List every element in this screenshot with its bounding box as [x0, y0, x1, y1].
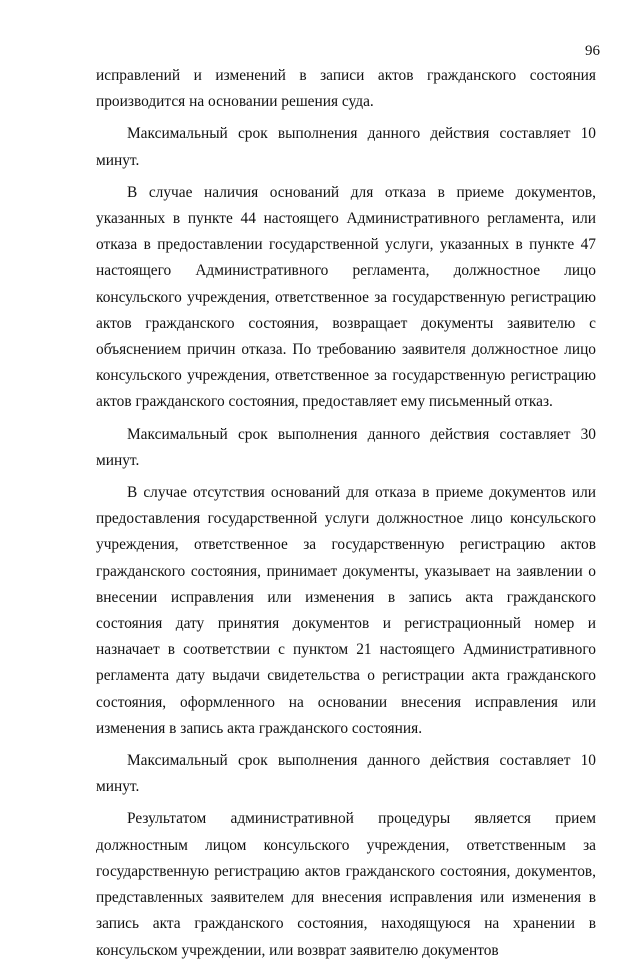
paragraph-court-decision: исправлений и изменений в записи актов гражданского состояния производится на основании решения суда. — [96, 67, 596, 111]
paragraph-time-limit-1: Максимальный срок выполнения данного действия составляет 10 минут. — [96, 125, 596, 169]
paragraph-result: Результатом административной процедуры является прием должностным лицом консульского учреждения, ответственным за государственную регистрацию актов гражданского состояния, документов, представленных заявителем для внесения исправления или изменения в запись акта гражданского состояния, находящуюся на хранении в консульском учреждении, или возврат заявителю документов — [96, 810, 596, 959]
paragraph-acceptance: В случае отсутствия оснований для отказа в приеме документов или предоставления государственной услуги должностное лицо консульского учреждения, ответственное за государственную регистрацию актов гражданского состояния, принимает документы, указывает на заявлении о внесении исправления или изменения в запись акта гражданского состояния дату принятия документов и регистрационный номер и назначает в соответствии с пунктом 21 настоящего Административного регламента дату выдачи свидетельства о регистрации акта гражданского состояния, оформленного на основании внесения исправления или изменения в запись акта гражданского состояния. — [96, 484, 596, 737]
page-number: 96 — [585, 43, 600, 59]
paragraph-time-limit-3: Максимальный срок выполнения данного действия составляет 10 минут. — [96, 752, 596, 796]
paragraph-refusal-grounds: В случае наличия оснований для отказа в приеме документов, указанных в пункте 44 настоящего Административного регламента, или отказа в предоставлении государственной услуги, указанных в пункте 47 настоящего Административного регламента, должностное лицо консульского учреждения, ответственное за государственную регистрацию актов гражданского состояния, возвращает документы заявителю с объяснением причин отказа. По требованию заявителя должностное лицо консульского учреждения, ответственное за государственную регистрацию актов гражданского состояния, предоставляет ему письменный отказ. — [96, 183, 596, 411]
document-body — [96, 63, 596, 964]
paragraph-time-limit-2: Максимальный срок выполнения данного действия составляет 30 минут. — [96, 425, 596, 469]
